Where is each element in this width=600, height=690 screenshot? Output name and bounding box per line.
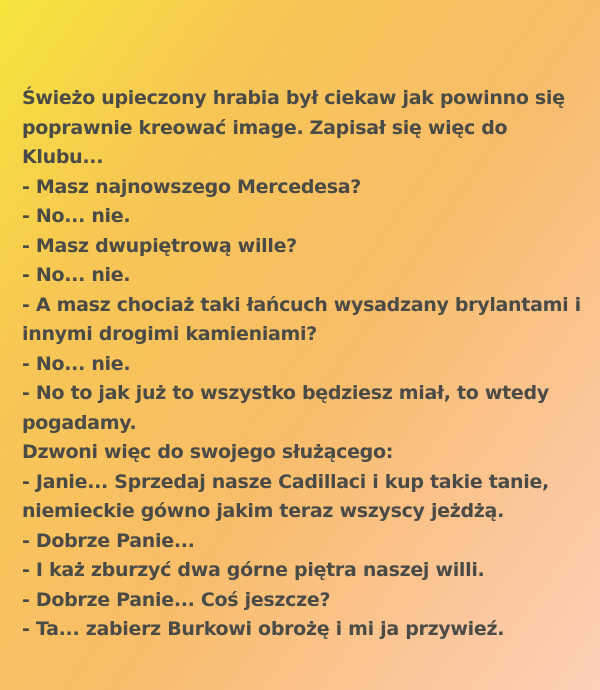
joke-line: Dzwoni więc do swojego służącego: bbox=[22, 441, 394, 463]
joke-line: pogadamy. bbox=[22, 411, 137, 434]
joke-text bbox=[22, 84, 592, 645]
joke-line: Klubu... bbox=[22, 146, 104, 168]
joke-line: - No... nie. bbox=[22, 352, 131, 375]
joke-line: - I każ zburzyć dwa górne piętra naszej willi. bbox=[22, 559, 485, 581]
joke-line: niemieckie gówno jakim teraz wszyscy jeżdżą. bbox=[22, 500, 504, 522]
joke-line: - No... nie. bbox=[22, 205, 131, 227]
joke-line: - Dobrze Panie... Coś jeszcze? bbox=[22, 588, 331, 611]
joke-line: poprawnie kreować image. Zapisał się więc do bbox=[22, 116, 508, 139]
joke-line: - No... nie. bbox=[22, 264, 131, 286]
joke-line: - A masz chociaż taki łańcuch wysadzany brylantami i bbox=[22, 293, 581, 316]
joke-line: - Masz najnowszego Mercedesa? bbox=[22, 175, 361, 198]
joke-line: - Masz dwupiętrową wille? bbox=[22, 234, 297, 257]
joke-line: - Dobrze Panie... bbox=[22, 529, 195, 552]
joke-line: - No to jak już to wszystko będziesz miał, to wtedy bbox=[22, 382, 549, 404]
joke-line: - Janie... Sprzedaj nasze Cadillaci i kup takie tanie, bbox=[22, 470, 549, 493]
joke-line: Świeżo upieczony hrabia był ciekaw jak powinno się bbox=[22, 87, 565, 109]
joke-line: - Ta... zabierz Burkowi obrożę i mi ja przywieź. bbox=[22, 618, 505, 640]
joke-line: innymi drogimi kamieniami? bbox=[22, 323, 317, 345]
